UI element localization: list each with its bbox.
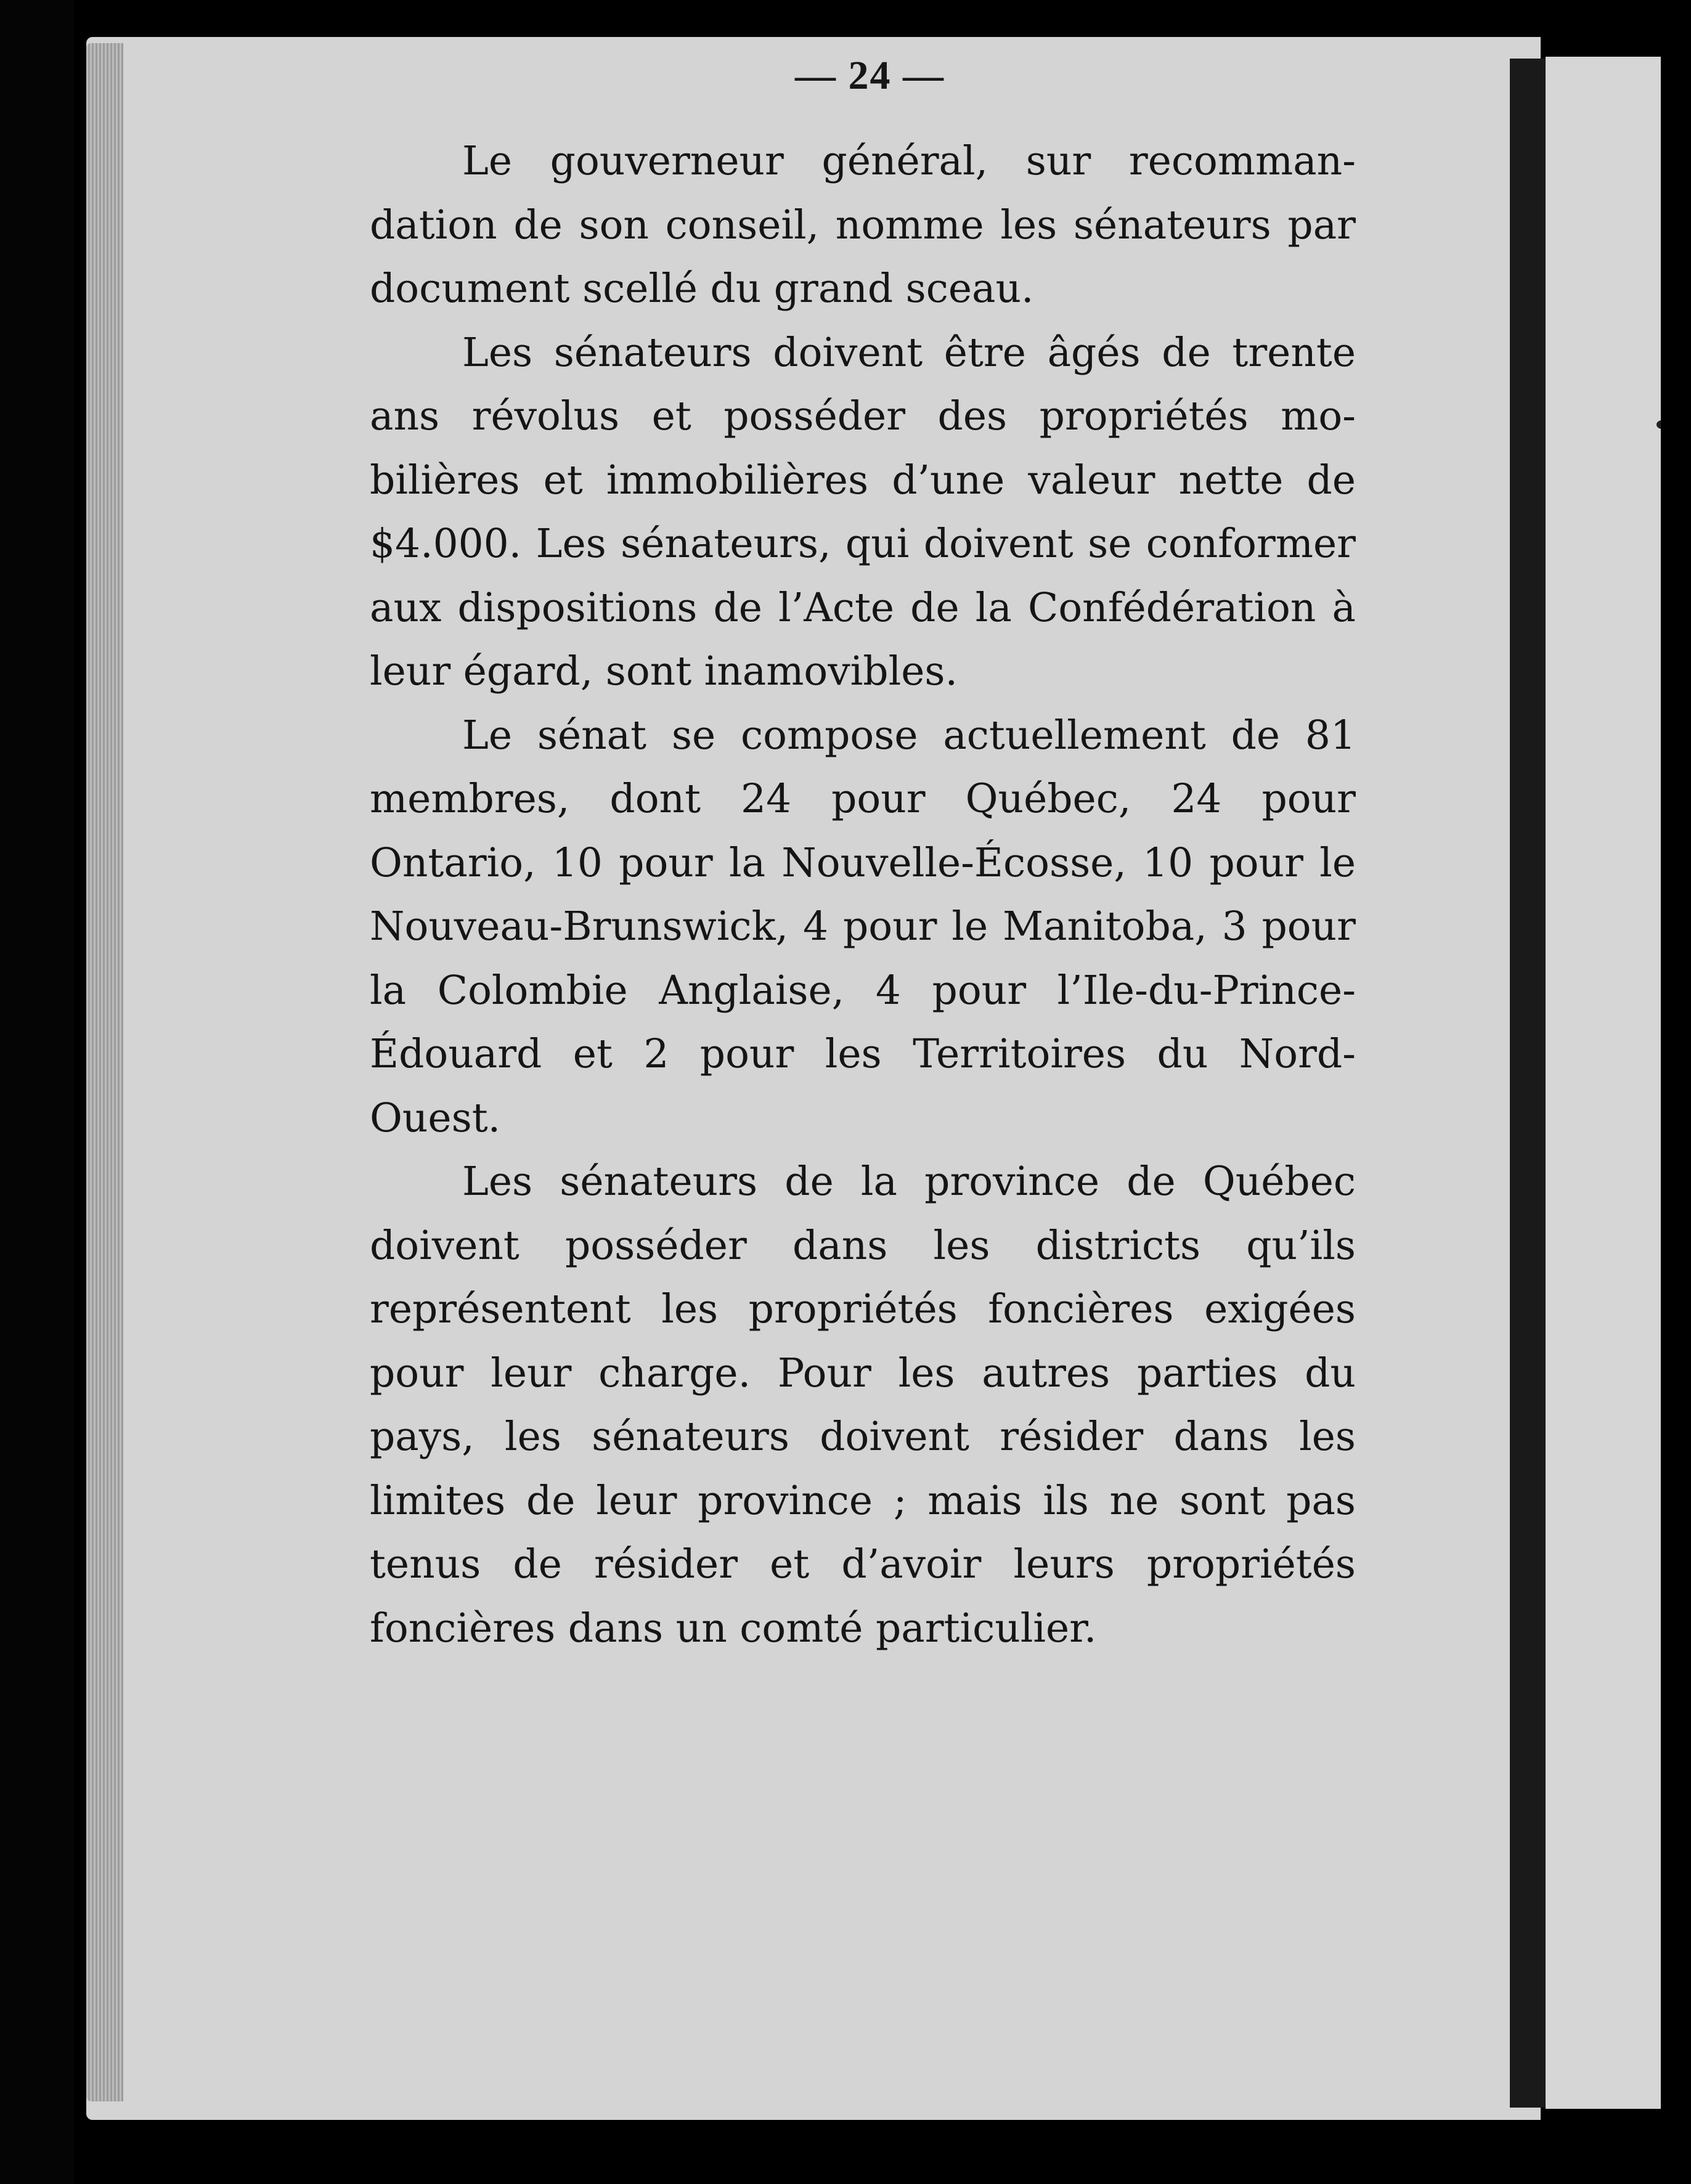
body-text <box>370 129 1356 1660</box>
page-number: — 24 — <box>795 53 945 98</box>
scan-border <box>0 0 74 2184</box>
scan-border-right <box>1661 0 1691 2184</box>
facing-page <box>1546 57 1669 2109</box>
page-edges <box>86 43 123 2101</box>
paragraph-senate-composition: Le sénat se compose actuellement de 81 membres, dont 24 pour Québec, 24 pour Ontario, 10 pour la Nouvelle-Écosse, 10 pour le Nouveau-Brunswick, 4 pour le Manitoba, 3 pour la Colombie Anglaise, 4 pour l’Ile-du-Prince-Édouard et 2 pour les Territoires du Nord-Ouest. <box>370 712 1356 1141</box>
book-gutter <box>1510 59 1547 2108</box>
paragraph-senator-qualifications: Les sénateurs doivent être âgés de trente ans révolus et posséder des propriétés mobilières et immobilières d’une valeur nette de $4.000. Les sénateurs, qui doivent se conformer aux dispositions de l’Acte de la Confédération à leur égard, sont inamovibles. <box>370 329 1356 695</box>
paragraph-senator-appointment: Le gouverneur général, sur recommandation de son conseil, nomme les sénateurs par document scellé du grand sceau. <box>370 138 1356 312</box>
paragraph-senator-residence: Les sénateurs de la province de Québec doivent posséder dans les districts qu’ils représentent les propriétés foncières exigées pour leur charge. Pour les autres parties du pays, les sénateurs doivent résider dans les limites de leur province ; mais ils ne sont pas tenus de résider et d’avoir leurs propriétés foncières dans un comté particulier. <box>370 1159 1356 1652</box>
